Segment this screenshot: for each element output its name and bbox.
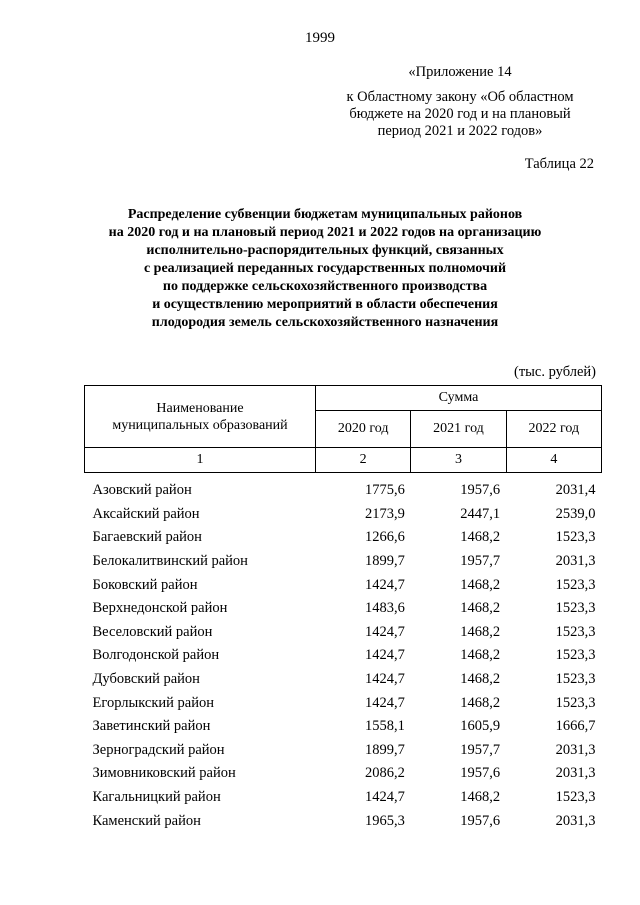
district-name-cell: Азовский район	[92, 482, 192, 499]
value-2022-cell: 2031,4	[555, 482, 596, 499]
district-name-cell: Егорлыкский район	[92, 694, 214, 711]
appendix-line-2: к Областному закону «Об областном	[346, 89, 574, 105]
table-row	[85, 597, 602, 621]
district-name-cell: Зимовниковский район	[92, 765, 236, 782]
column-number-4: 4	[506, 448, 601, 473]
value-2021-cell: 1605,9	[460, 718, 501, 735]
value-2020-cell: 2173,9	[364, 505, 405, 522]
district-name-cell: Дубовский район	[92, 671, 200, 688]
value-2022-cell: 1523,3	[555, 600, 596, 617]
document-title	[80, 206, 570, 332]
value-2020-cell: 1899,7	[364, 553, 405, 570]
table-row	[85, 621, 602, 645]
header-municipality	[85, 386, 316, 448]
table-row	[85, 739, 602, 763]
table-row	[85, 573, 602, 597]
appendix-line-1: «Приложение 14	[408, 64, 512, 80]
value-2021-cell: 1468,2	[460, 600, 501, 617]
table-row	[85, 503, 602, 527]
title-line: плодородия земель сельскохозяйственного назначения	[151, 315, 499, 330]
value-2022-cell: 2031,3	[555, 765, 596, 782]
value-2021-cell: 1468,2	[460, 623, 501, 640]
title-line: Распределение субвенции бюджетам муниципальных районов	[127, 207, 523, 222]
value-2020-cell: 1424,7	[364, 789, 405, 806]
value-2020-cell: 1424,7	[364, 623, 405, 640]
value-2021-cell: 1957,6	[460, 765, 501, 782]
table-label: Таблица 22	[524, 156, 594, 172]
district-name-cell: Багаевский район	[92, 529, 202, 546]
district-name-cell: Заветинский район	[92, 718, 211, 735]
table-body	[85, 473, 602, 833]
table-row	[85, 809, 602, 833]
value-2022-cell: 1523,3	[555, 647, 596, 664]
table-row	[85, 668, 602, 692]
value-2022-cell: 1666,7	[555, 718, 596, 735]
value-2022-cell: 2539,0	[555, 505, 596, 522]
column-number-3: 3	[411, 448, 506, 473]
value-2020-cell: 1424,7	[364, 671, 405, 688]
value-2021-cell: 1957,6	[460, 482, 501, 499]
value-2021-cell: 1468,2	[460, 576, 501, 593]
column-number-2: 2	[316, 448, 411, 473]
value-2022-cell: 2031,3	[555, 812, 596, 829]
value-2022-cell: 2031,3	[555, 553, 596, 570]
table-row	[85, 691, 602, 715]
value-2021-cell: 1957,6	[460, 812, 501, 829]
header-municipality-line-2: муниципальных образований	[112, 417, 288, 433]
district-name-cell: Верхнедонской район	[92, 600, 228, 617]
value-2020-cell: 1424,7	[364, 694, 405, 711]
table-row	[85, 786, 602, 810]
value-2021-cell: 2447,1	[460, 505, 501, 522]
title-line: с реализацией переданных государственных полномочий	[143, 261, 507, 276]
table-row	[85, 715, 602, 739]
units-label: (тыс. рублей)	[514, 364, 596, 380]
value-2021-cell: 1468,2	[460, 529, 501, 546]
page-number: 1999	[305, 30, 335, 46]
value-2022-cell: 1523,3	[555, 671, 596, 688]
district-name-cell: Аксайский район	[92, 505, 200, 522]
district-name-cell: Белокалитвинский район	[92, 553, 248, 570]
appendix-reference	[300, 64, 620, 140]
value-2020-cell: 1558,1	[364, 718, 405, 735]
title-line: и осуществлению мероприятий в области обеспечения	[152, 297, 498, 312]
value-2022-cell: 1523,3	[555, 789, 596, 806]
table-row	[85, 526, 602, 550]
district-name-cell: Каменский район	[92, 812, 201, 829]
table-row	[85, 762, 602, 786]
value-2021-cell: 1957,7	[460, 553, 501, 570]
value-2021-cell: 1957,7	[460, 741, 501, 758]
appendix-line-4: период 2021 и 2022 годов»	[377, 123, 543, 139]
district-name-cell: Волгодонской район	[92, 647, 220, 664]
header-sum: Сумма	[316, 386, 602, 411]
title-line: исполнительно-распорядительных функций, связанных	[146, 243, 504, 258]
value-2020-cell: 1899,7	[364, 741, 405, 758]
appendix-line-3: бюджете на 2020 год и на плановый	[349, 106, 571, 122]
value-2020-cell: 1424,7	[364, 576, 405, 593]
value-2022-cell: 2031,3	[555, 741, 596, 758]
district-name-cell: Кагальницкий район	[92, 789, 221, 806]
value-2020-cell: 1775,6	[364, 482, 405, 499]
value-2021-cell: 1468,2	[460, 671, 501, 688]
value-2021-cell: 1468,2	[460, 694, 501, 711]
title-line: по поддержке сельскохозяйственного производства	[162, 279, 488, 294]
value-2020-cell: 1483,6	[364, 600, 405, 617]
value-2022-cell: 1523,3	[555, 529, 596, 546]
value-2020-cell: 1424,7	[364, 647, 405, 664]
value-2020-cell: 1965,3	[364, 812, 405, 829]
district-name-cell: Веселовский район	[92, 623, 213, 640]
value-2020-cell: 1266,6	[364, 529, 405, 546]
header-year-2022: 2022 год	[506, 411, 601, 448]
title-line: на 2020 год и на плановый период 2021 и 2022 годов на организацию	[108, 225, 542, 240]
table-row	[85, 550, 602, 574]
district-name-cell: Боковский район	[92, 576, 198, 593]
subvention-table	[84, 385, 602, 833]
value-2022-cell: 1523,3	[555, 623, 596, 640]
district-name-cell: Зерноградский район	[92, 741, 225, 758]
value-2020-cell: 2086,2	[364, 765, 405, 782]
value-2022-cell: 1523,3	[555, 694, 596, 711]
header-municipality-line-1: Наименование	[156, 400, 244, 416]
header-year-2020: 2020 год	[316, 411, 411, 448]
table-row	[85, 644, 602, 668]
value-2021-cell: 1468,2	[460, 647, 501, 664]
header-year-2021: 2021 год	[411, 411, 506, 448]
value-2021-cell: 1468,2	[460, 789, 501, 806]
column-number-1: 1	[85, 448, 316, 473]
table-row	[85, 473, 602, 503]
value-2022-cell: 1523,3	[555, 576, 596, 593]
